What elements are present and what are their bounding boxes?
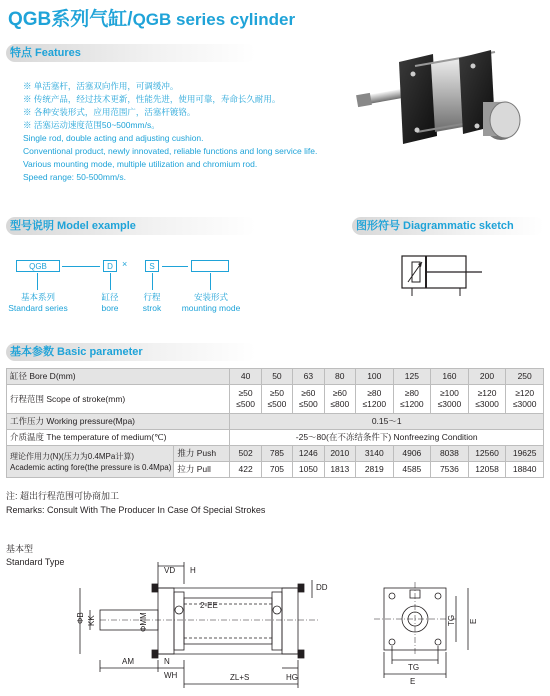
bore-cell: 80 xyxy=(324,369,355,385)
bore-cell: 50 xyxy=(261,369,292,385)
end-dim-e-h: E xyxy=(410,677,416,686)
cylinder-symbol xyxy=(398,248,488,300)
bore-cell: 250 xyxy=(506,369,544,385)
pressure-value: 0.15～1 xyxy=(230,414,544,430)
features-heading-bar xyxy=(6,44,256,62)
bore-cell: 40 xyxy=(230,369,261,385)
stroke-cell: ≥50 ≤500 xyxy=(261,385,292,414)
stroke-cell: ≥100 ≤3000 xyxy=(431,385,469,414)
feature-en-2: Conventional product, newly innovated, reliable functions and long service life. xyxy=(23,146,318,156)
push-cell: 4906 xyxy=(393,446,431,462)
model-heading-bar xyxy=(6,217,256,235)
push-cell: 502 xyxy=(230,446,261,462)
params-heading-bar xyxy=(6,343,256,361)
pull-label: 拉力 Pull xyxy=(174,462,230,478)
dim-ee: 2-EE xyxy=(200,601,218,610)
feature-en-3: Various mounting mode, multiple utilization and chromium rod. xyxy=(23,159,258,169)
feature-cn-4: ※ 活塞运动速度范围50~500mm/s。 xyxy=(23,120,160,130)
bore-cell: 100 xyxy=(356,369,394,385)
page-title xyxy=(8,4,295,31)
bore-cell: 125 xyxy=(393,369,431,385)
model-box-mount xyxy=(191,260,229,272)
force-label-en: Academic acting fore(the pressure is 0.4Mpa) xyxy=(10,462,172,472)
push-cell: 2010 xyxy=(324,446,355,462)
stroke-cell: ≥120 ≤3000 xyxy=(468,385,506,414)
feature-cn-3: ※ 各种安装形式，应用范围广，活塞杆镀铬。 xyxy=(23,107,196,117)
temp-label: 介质温度 The temperature of medium(℃) xyxy=(7,430,230,446)
dim-am: AM xyxy=(122,657,134,666)
dim-b: ΦB xyxy=(76,612,85,624)
pull-cell: 7536 xyxy=(431,462,469,478)
model-label-mount-en: mounting mode xyxy=(181,303,241,313)
model-label-bore xyxy=(90,292,130,314)
model-label-series xyxy=(2,292,74,314)
stroke-cell: ≥50 ≤500 xyxy=(230,385,261,414)
model-connector xyxy=(162,266,188,267)
standard-side-view xyxy=(76,560,330,694)
model-leader xyxy=(210,273,211,290)
model-box-bore: D xyxy=(103,260,117,272)
stroke-cell: ≥120 ≤3000 xyxy=(506,385,544,414)
table-row xyxy=(7,430,544,446)
features-list xyxy=(23,80,317,184)
stroke-cell: ≥60 ≤500 xyxy=(293,385,324,414)
remarks-cn: 注: 超出行程范围可协商加工 xyxy=(6,491,120,501)
stroke-label: 行程范围 Scope of stroke(mm) xyxy=(7,385,230,414)
dim-n: N xyxy=(164,657,170,666)
push-cell: 8038 xyxy=(431,446,469,462)
model-connector xyxy=(62,266,100,267)
pull-cell: 422 xyxy=(230,462,261,478)
feature-cn-2: ※ 传统产品，经过技术更新，性能先进，使用可靠，寿命长久耐用。 xyxy=(23,94,281,104)
force-label xyxy=(7,446,174,478)
model-box-series: QGB xyxy=(16,260,60,272)
end-dim-tg-v: TG xyxy=(447,614,456,626)
model-leader xyxy=(110,273,111,290)
params-table xyxy=(6,368,544,478)
sketch-heading-bar xyxy=(352,217,544,235)
pull-cell: 705 xyxy=(261,462,292,478)
end-dim-tg-h: TG xyxy=(408,663,420,672)
dim-hg: HG xyxy=(286,673,298,682)
feature-en-4: Speed range: 50-500mm/s. xyxy=(23,172,127,182)
table-row xyxy=(7,369,544,385)
push-cell: 12560 xyxy=(468,446,506,462)
model-label-stroke-en: strok xyxy=(142,303,162,313)
standard-type-en: Standard Type xyxy=(6,557,65,567)
model-label-series-cn: 基本系列 xyxy=(20,292,55,302)
bore-cell: 200 xyxy=(468,369,506,385)
bore-label: 缸径 Bore D(mm) xyxy=(7,369,230,385)
model-leader xyxy=(37,273,38,290)
pressure-label: 工作压力 Working pressure(Mpa) xyxy=(7,414,230,430)
stroke-cell: ≥80 ≤1200 xyxy=(356,385,394,414)
dim-dd: DD xyxy=(316,583,328,592)
pull-cell: 1813 xyxy=(324,462,355,478)
pull-cell: 12058 xyxy=(468,462,506,478)
bore-cell: 160 xyxy=(431,369,469,385)
model-label-bore-cn: 缸径 xyxy=(101,292,119,302)
pull-cell: 1050 xyxy=(293,462,324,478)
feature-en-1: Single rod, double acting and adjusting cushion. xyxy=(23,133,204,143)
model-box-stroke: S xyxy=(145,260,159,272)
pull-cell: 18840 xyxy=(506,462,544,478)
model-label-stroke xyxy=(132,292,172,314)
force-label-cn: 理论作用力(N)(压力为0.4MPa计算) xyxy=(10,451,135,461)
push-cell: 1246 xyxy=(293,446,324,462)
features-heading: 特点 Features xyxy=(10,47,81,59)
table-row xyxy=(7,414,544,430)
dim-zl-s: ZL+S xyxy=(230,673,250,682)
standard-type-cn: 基本型 xyxy=(6,544,34,554)
dim-kk: KK xyxy=(87,615,96,626)
title-cn: QGB系列气缸 xyxy=(8,9,128,30)
dim-vd: VD xyxy=(164,566,176,575)
params-heading: 基本参数 Basic parameter xyxy=(10,346,143,358)
table-row xyxy=(7,385,544,414)
temp-value: -25～80(在不冻结条件下) Nonfreezing Condition xyxy=(230,430,544,446)
stroke-cell: ≥80 ≤1200 xyxy=(393,385,431,414)
cylinder-photo xyxy=(355,40,525,160)
stroke-cell: ≥60 ≤800 xyxy=(324,385,355,414)
feature-cn-1: ※ 单活塞杆，活塞双向作用，可调缓冲。 xyxy=(23,81,179,91)
model-label-mount-cn: 安装形式 xyxy=(193,292,228,302)
model-label-stroke-cn: 行程 xyxy=(143,292,161,302)
title-slash: / xyxy=(127,9,133,30)
model-label-mount xyxy=(174,292,248,314)
dim-wh: WH xyxy=(164,671,178,680)
model-label-bore-en: bore xyxy=(101,303,119,313)
model-times-sign: × xyxy=(122,259,128,269)
dim-h: H xyxy=(190,566,196,575)
push-label: 推力 Push xyxy=(174,446,230,462)
model-heading: 型号说明 Model example xyxy=(10,220,136,232)
sketch-heading: 图形符号 Diagrammatic sketch xyxy=(356,220,514,232)
push-cell: 19625 xyxy=(506,446,544,462)
pull-cell: 2819 xyxy=(356,462,394,478)
pull-cell: 4585 xyxy=(393,462,431,478)
dim-mm: ΦMM xyxy=(139,612,148,632)
end-dim-e-v: E xyxy=(469,618,478,624)
push-cell: 3140 xyxy=(356,446,394,462)
push-cell: 785 xyxy=(261,446,292,462)
table-row xyxy=(7,446,544,462)
model-leader xyxy=(152,273,153,290)
remarks-en: Remarks: Consult With The Producer In Case Of Special Strokes xyxy=(6,505,266,515)
title-en: QGB series cylinder xyxy=(132,10,296,29)
standard-end-view xyxy=(370,580,480,692)
bore-cell: 63 xyxy=(293,369,324,385)
model-label-series-en: Standard series xyxy=(8,303,68,313)
